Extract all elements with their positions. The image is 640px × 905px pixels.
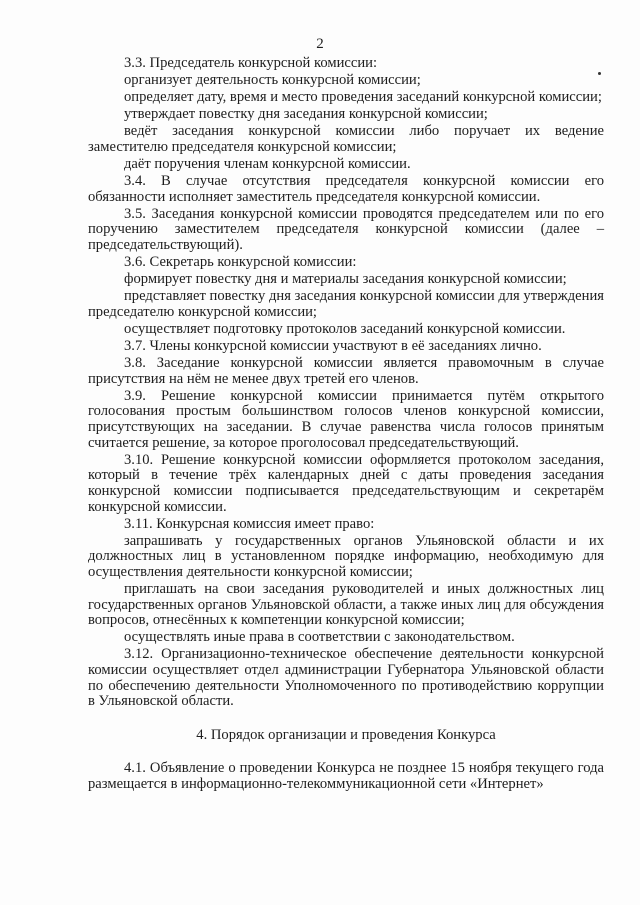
paragraph-3-11-item-2: приглашать на свои заседания руководителей и иных должностных лиц государственных органов Ульяновской области, а также иных лиц для обсуждения вопросов, отнесённых к компетенции конкурсной комиссии; <box>88 581 604 629</box>
paragraph-3-9: 3.9. Решение конкурсной комиссии принимается путём открытого голосования простым большинством голосов членов конкурсной комиссии, присутствующих на заседании. В случае равенства числа голосов принятым считается решение, за которое проголосовал председательствующий. <box>88 387 604 451</box>
paragraph-3-6-item-3: осуществляет подготовку протоколов заседаний конкурсной комиссии. <box>124 321 566 337</box>
paragraph-3-11: 3.11. Конкурсная комиссия имеет право: <box>124 515 375 532</box>
paragraph-3-6-item-1: формирует повестку дня и материалы заседания конкурсной комиссии; <box>124 271 567 288</box>
paragraph-3-10: 3.10. Решение конкурсной комиссии оформляется протоколом заседания, который в течение трёх календарных дней с даты проведения заседания конкурсной комиссии подписывается председательствующим и секретарём конкурсной комиссии. <box>88 451 604 515</box>
paragraph-3-11-item-1: запрашивать у государственных органов Ульяновской области и их должностных лиц в установленном порядке информацию, необходимую для осуществления деятельности конкурсной комиссии; <box>88 532 604 580</box>
paragraph-3-6: 3.6. Секретарь конкурсной комиссии: <box>124 254 357 271</box>
section-heading: 4. Порядок организации и проведения Конкурса <box>196 726 496 743</box>
paragraph-3-8: 3.8. Заседание конкурсной комиссии является правомочным в случае присутствия на нём не менее двух третей его членов. <box>88 355 604 387</box>
paragraph-3-3-item-5: даёт поручения членам конкурсной комиссии. <box>124 156 411 173</box>
paragraph-3-11-item-3: осуществлять иные права в соответствии с законодательством. <box>124 629 515 646</box>
paragraph-3-7: 3.7. Члены конкурсной комиссии участвуют в её заседаниях лично. <box>124 338 542 355</box>
paragraph-3-3-item-3: утверждает повестку дня заседания конкурсной комиссии; <box>124 106 488 123</box>
paragraph-3-3-item-1: организует деятельность конкурсной комиссии; <box>124 72 421 89</box>
paragraph-4-1: 4.1. Объявление о проведении Конкурса не позднее 15 ноября текущего года размещается в информационно-телекоммуникационной сети «Интернет» <box>88 760 604 792</box>
paragraph-3-6-item-2: представляет повестку дня заседания конкурсной комиссии для утверждения председателю конкурсной комиссии; <box>88 288 604 320</box>
document-body <box>88 56 604 794</box>
paragraph-3-12: 3.12. Организационно-техническое обеспечение деятельности конкурсной комиссии осуществляет отдел администрации Губернатора Ульяновской области по обеспечению деятельности Уполномоченного по противодействию коррупции в Ульяновской области. <box>88 646 604 710</box>
paragraph-3-3-item-2: определяет дату, время и место проведения заседаний конкурсной комиссии; <box>124 89 602 106</box>
paragraph-3-3-item-4: ведёт заседания конкурсной комиссии либо поручает их ведение заместителю председателя конкурсной комиссии; <box>88 123 604 155</box>
paragraph-3-5: 3.5. Заседания конкурсной комиссии проводятся председателем или по его поручению заместителем председателя конкурсной комиссии (далее – председательствующий). <box>88 205 604 254</box>
paragraph-3-3: 3.3. Председатель конкурсной комиссии: <box>124 55 378 71</box>
paragraph-3-4: 3.4. В случае отсутствия председателя конкурсной комиссии его обязанности исполняет заместитель председателя конкурсной комиссии. <box>88 173 604 205</box>
page-number: 2 <box>316 36 324 52</box>
